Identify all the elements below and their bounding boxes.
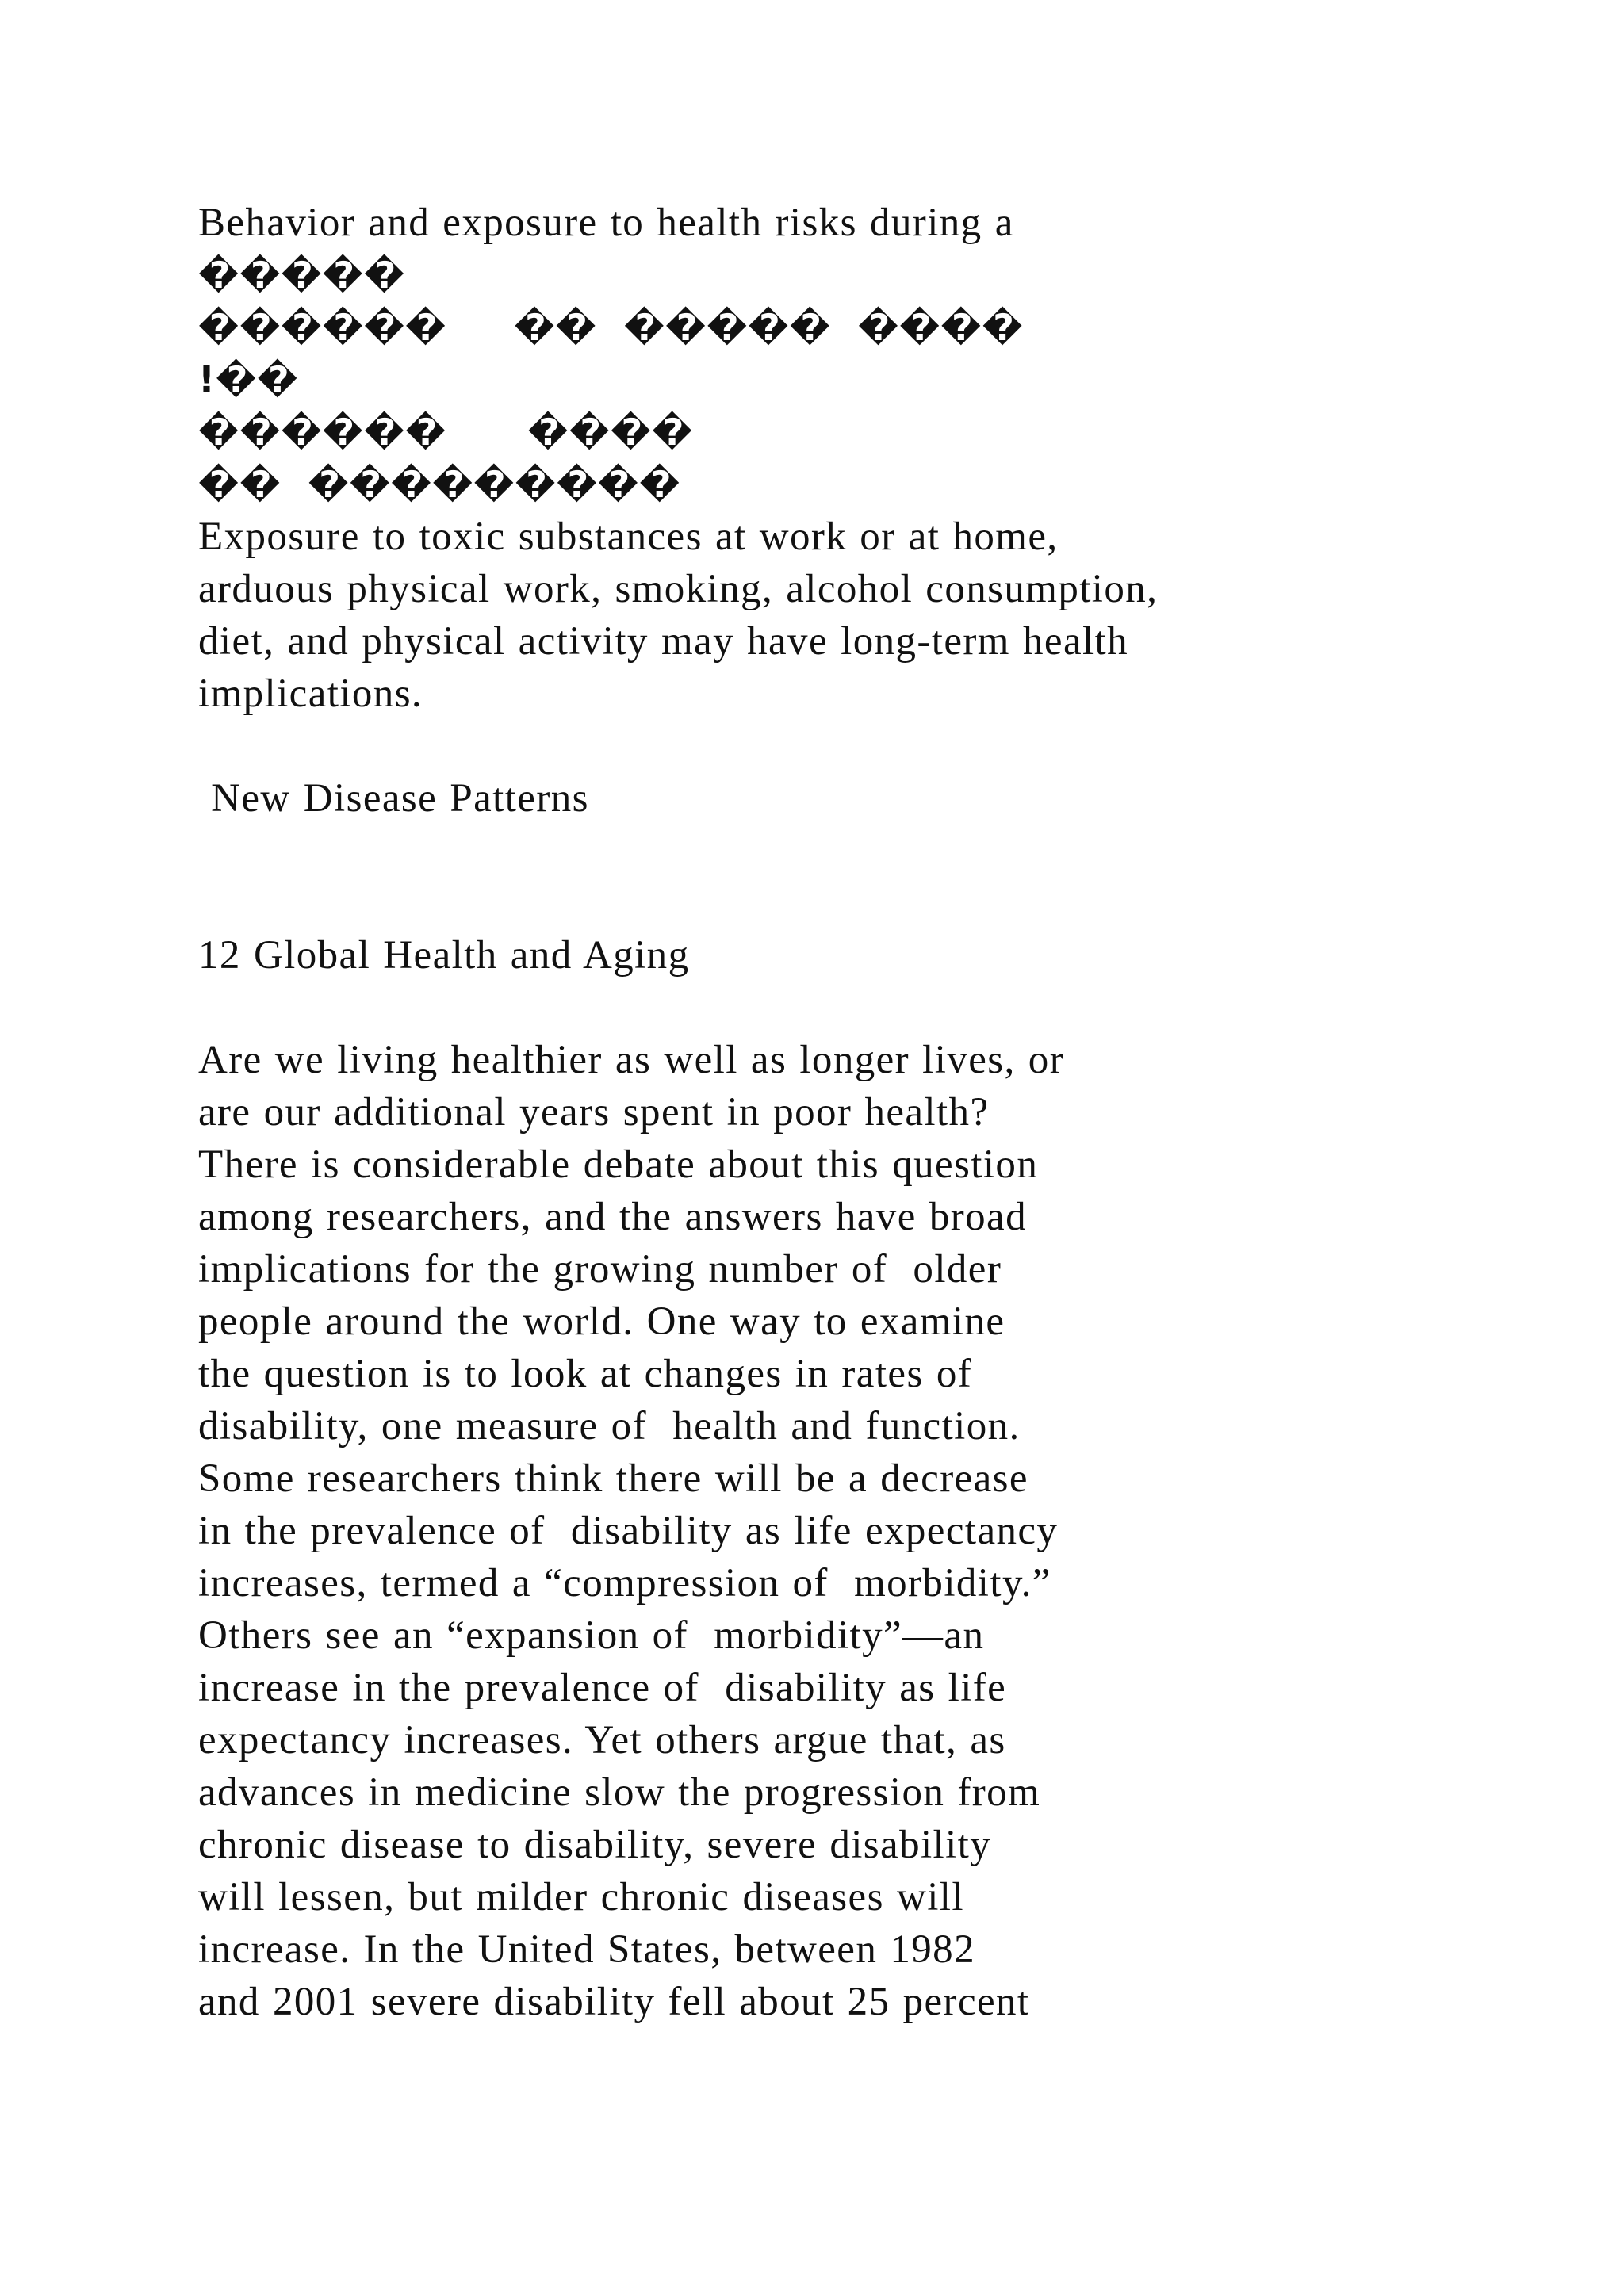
garbled-line: ������ ���� (198, 411, 694, 453)
main-paragraph-line: Are we living healthier as well as longer lives, or (198, 1038, 1065, 1082)
blank-line (198, 720, 1507, 772)
exposure-paragraph-line: Exposure to toxic substances at work or at home, (198, 515, 1059, 559)
document-page (198, 197, 1507, 2028)
main-paragraph-line: Some researchers think there will be a decrease (198, 1456, 1028, 1501)
blank-line (198, 982, 1507, 1034)
main-paragraph-line: increase. In the United States, between 1982 (198, 1927, 975, 1972)
main-paragraph-line: There is considerable debate about this question (198, 1142, 1039, 1187)
main-paragraph-line: and 2001 severe disability fell about 25 percent (198, 1980, 1030, 2024)
intro-heading-line: Behavior and exposure to health risks during a (198, 201, 1014, 245)
exposure-paragraph-line: diet, and physical activity may have long-term health (198, 619, 1129, 664)
blank-space (198, 825, 1507, 929)
garbled-line: ������ �� ����� ���� (198, 306, 1024, 349)
main-paragraph-line: Others see an “expansion of morbidity”—an (198, 1613, 985, 1658)
main-paragraph-line: in the prevalence of disability as life expectancy (198, 1509, 1059, 1553)
section-heading: New Disease Patterns (198, 776, 589, 821)
main-paragraph-line: increase in the prevalence of disability as life (198, 1666, 1007, 1710)
exposure-paragraph-line: implications. (198, 672, 423, 716)
main-paragraph-line: are our additional years spent in poor health? (198, 1090, 990, 1135)
main-paragraph-line: chronic disease to disability, severe disability (198, 1823, 992, 1867)
main-paragraph-line: increases, termed a “compression of morbidity.” (198, 1561, 1051, 1605)
garbled-line: ����� (198, 254, 406, 297)
exposure-paragraph-line: arduous physical work, smoking, alcohol consumption, (198, 567, 1159, 611)
main-paragraph-line: disability, one measure of health and function. (198, 1404, 1021, 1448)
main-paragraph-line: expectancy increases. Yet others argue that, as (198, 1718, 1006, 1762)
main-paragraph-line: advances in medicine slow the progression from (198, 1770, 1041, 1815)
page-header: 12 Global Health and Aging (198, 933, 690, 978)
main-paragraph-line: the question is to look at changes in rates of (198, 1352, 973, 1396)
main-paragraph-line: will lessen, but milder chronic diseases will (198, 1875, 964, 1919)
garbled-line: !�� (198, 358, 299, 401)
main-paragraph-line: implications for the growing number of older (198, 1247, 1002, 1292)
main-paragraph-line: among researchers, and the answers have broad (198, 1195, 1027, 1239)
garbled-line: �� ��������� (198, 463, 681, 506)
main-paragraph-line: people around the world. One way to examine (198, 1299, 1005, 1344)
